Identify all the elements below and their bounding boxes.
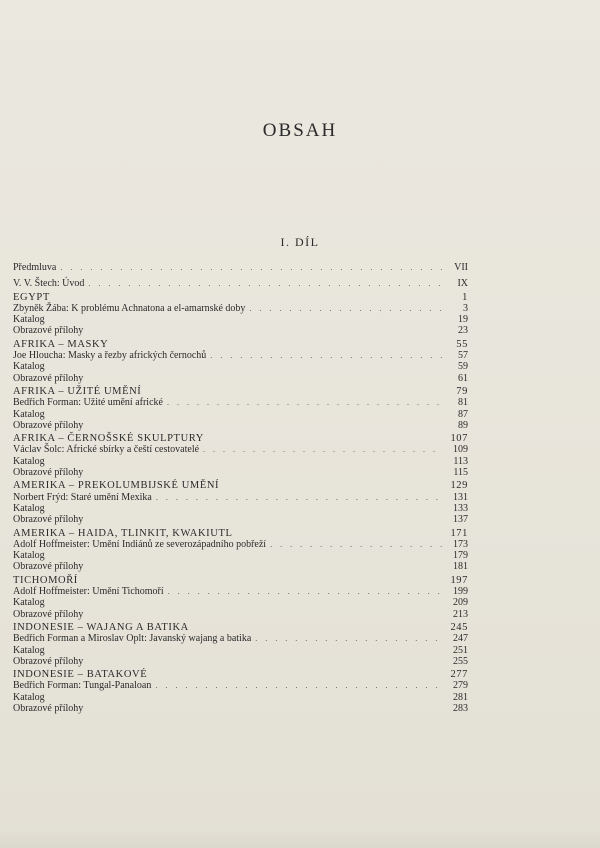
toc-entry (13, 444, 468, 455)
toc-entry-label: V. V. Štech: Úvod (13, 278, 85, 290)
toc-page-number: 129 (450, 480, 468, 492)
toc-entry (13, 262, 468, 273)
toc-page-number: 79 (456, 385, 468, 397)
toc-entry-label: INDONESIE – WAJANG A BATIKA (13, 621, 189, 633)
toc-entry-label: Zbyněk Žába: K problému Achnatona a el-amarnské doby (13, 302, 246, 314)
toc-entry-label: Obrazové přílohy (13, 467, 84, 479)
toc-entry-label: Katalog (13, 691, 45, 703)
toc-page-number: 281 (453, 691, 468, 703)
toc-entry (13, 539, 468, 550)
toc-entry-label: Katalog (13, 502, 45, 514)
toc-entry (13, 492, 468, 503)
toc-page-number: 209 (453, 597, 468, 609)
toc-entry (13, 303, 468, 314)
toc-entry-label: Obrazové přílohy (13, 702, 84, 714)
toc-entry (13, 586, 468, 597)
toc-entry (13, 350, 468, 361)
toc-entry-label: Adolf Hoffmeister: Umění Tichomoří (13, 586, 164, 598)
toc-entry (13, 420, 468, 431)
toc-section-heading (13, 480, 468, 491)
table-of-contents (13, 262, 468, 714)
toc-entry-label: AMERIKA – PREKOLUMBIJSKÉ UMĚNÍ (13, 480, 220, 492)
toc-entry (13, 397, 468, 408)
toc-page-number: 1 (462, 291, 468, 303)
page-shadow (0, 830, 600, 848)
toc-entry-label: Katalog (13, 455, 45, 467)
toc-entry-label: Obrazové přílohy (13, 561, 84, 573)
toc-entry-label: AMERIKA – HAIDA, TLINKIT, KWAKIUTL (13, 527, 233, 539)
toc-leader-dots (255, 633, 442, 644)
toc-entry-label: Obrazové přílohy (13, 372, 84, 384)
toc-page-number: 115 (453, 467, 468, 479)
toc-entry-label: Katalog (13, 314, 45, 326)
toc-page-number: 213 (453, 608, 468, 620)
toc-page-number: 59 (458, 361, 468, 373)
toc-page-number: 81 (458, 397, 468, 409)
toc-entry-label: EGYPT (13, 291, 50, 303)
toc-entry (13, 550, 468, 561)
toc-entry-label: Joe Hloucha: Masky a řezby afrických černochů (13, 350, 207, 362)
toc-page-number: 107 (450, 433, 468, 445)
toc-entry-label: Obrazové přílohy (13, 608, 84, 620)
toc-page-number: 3 (463, 302, 468, 314)
toc-page-number: 137 (453, 514, 468, 526)
toc-leader-dots (270, 539, 442, 550)
toc-page-number: 89 (458, 419, 468, 431)
toc-page-number: 109 (453, 444, 468, 456)
toc-section-heading (13, 622, 468, 633)
toc-page-number: 173 (453, 538, 468, 550)
toc-entry (13, 692, 468, 703)
toc-leader-dots (156, 492, 442, 503)
toc-entry-label: Katalog (13, 361, 45, 373)
toc-page-number: 277 (450, 669, 468, 681)
toc-section-heading (13, 433, 468, 444)
toc-entry-label: INDONESIE – BATAKOVÉ (13, 669, 148, 681)
toc-entry-label: TICHOMOŘÍ (13, 574, 78, 586)
toc-page-number: 283 (453, 702, 468, 714)
toc-entry (13, 467, 468, 478)
toc-entry (13, 514, 468, 525)
toc-leader-dots (210, 350, 442, 361)
toc-entry (13, 561, 468, 572)
toc-entry (13, 597, 468, 608)
toc-leader-dots (155, 680, 442, 691)
toc-entry-label: Obrazové přílohy (13, 419, 84, 431)
toc-page-number: 171 (450, 527, 468, 539)
toc-entry-label: Katalog (13, 644, 45, 656)
toc-entry-label: Bedřich Forman a Miroslav Oplt: Javanský wajang a batika (13, 633, 252, 645)
toc-leader-dots (249, 303, 442, 314)
toc-page-number: 133 (453, 502, 468, 514)
toc-section-heading (13, 669, 468, 680)
toc-entry (13, 656, 468, 667)
toc-page-number: 57 (458, 350, 468, 362)
toc-page-number: 19 (458, 314, 468, 326)
toc-section-heading (13, 575, 468, 586)
toc-entry (13, 325, 468, 336)
toc-page-number: 245 (450, 621, 468, 633)
toc-entry (13, 609, 468, 620)
toc-page-number: 179 (453, 550, 468, 562)
toc-entry-label: Norbert Frýd: Staré umění Mexika (13, 491, 152, 503)
toc-leader-dots (167, 397, 442, 408)
toc-entry-label: AFRIKA – ČERNOŠSKÉ SKULPTURY (13, 433, 204, 445)
toc-page-number: 55 (456, 338, 468, 350)
toc-entry (13, 373, 468, 384)
toc-leader-dots (60, 262, 442, 273)
toc-section-heading (13, 339, 468, 350)
toc-entry (13, 503, 468, 514)
toc-page-number: 131 (453, 491, 468, 503)
toc-leader-dots (203, 444, 442, 455)
toc-entry (13, 278, 468, 289)
toc-entry-label: AFRIKA – UŽITÉ UMĚNÍ (13, 385, 142, 397)
toc-page-number: 199 (453, 586, 468, 598)
toc-page-number: 181 (453, 561, 468, 573)
toc-entry-label: Bedřich Forman: Tungal-Panaloan (13, 680, 152, 692)
toc-entry (13, 703, 468, 714)
toc-entry (13, 680, 468, 691)
toc-entry (13, 409, 468, 420)
toc-entry-label: Katalog (13, 408, 45, 420)
toc-entry (13, 645, 468, 656)
toc-page-number: IX (457, 278, 468, 290)
toc-entry (13, 314, 468, 325)
toc-leader-dots (88, 278, 442, 289)
page-title: OBSAH (262, 120, 338, 141)
toc-entry-label: Václav Šolc: Africké sbírky a čeští cestovatelé (13, 444, 200, 456)
toc-page-number: 23 (458, 325, 468, 337)
toc-entry-label: Katalog (13, 597, 45, 609)
toc-page-number: 279 (453, 680, 468, 692)
toc-page-number: 87 (458, 408, 468, 420)
toc-entry-label: Obrazové přílohy (13, 325, 84, 337)
toc-entry-label: Předmluva (13, 262, 57, 273)
toc-section-heading (13, 528, 468, 539)
toc-page-number: 251 (453, 644, 468, 656)
toc-page-number: 61 (458, 372, 468, 384)
toc-entry-label: Obrazové přílohy (13, 514, 84, 526)
toc-page-number: VII (454, 262, 468, 273)
toc-entry-label: Obrazové přílohy (13, 655, 84, 667)
toc-section-heading (13, 292, 468, 303)
toc-leader-dots (168, 586, 442, 597)
toc-page-number: 255 (453, 655, 468, 667)
toc-entry (13, 361, 468, 372)
part-heading: I. DÍL (280, 235, 320, 249)
toc-entry-label: Adolf Hoffmeister: Umění Indiánů ze severozápadního pobřeží (13, 538, 267, 550)
toc-page-number: 247 (453, 633, 468, 645)
toc-section-heading (13, 386, 468, 397)
toc-entry-label: Katalog (13, 550, 45, 562)
toc-entry-label: AFRIKA – MASKY (13, 338, 109, 350)
toc-entry (13, 456, 468, 467)
toc-entry (13, 633, 468, 644)
toc-page-number: 113 (453, 455, 468, 467)
toc-entry-label: Bedřich Forman: Užité umění africké (13, 397, 163, 409)
toc-page-number: 197 (450, 574, 468, 586)
